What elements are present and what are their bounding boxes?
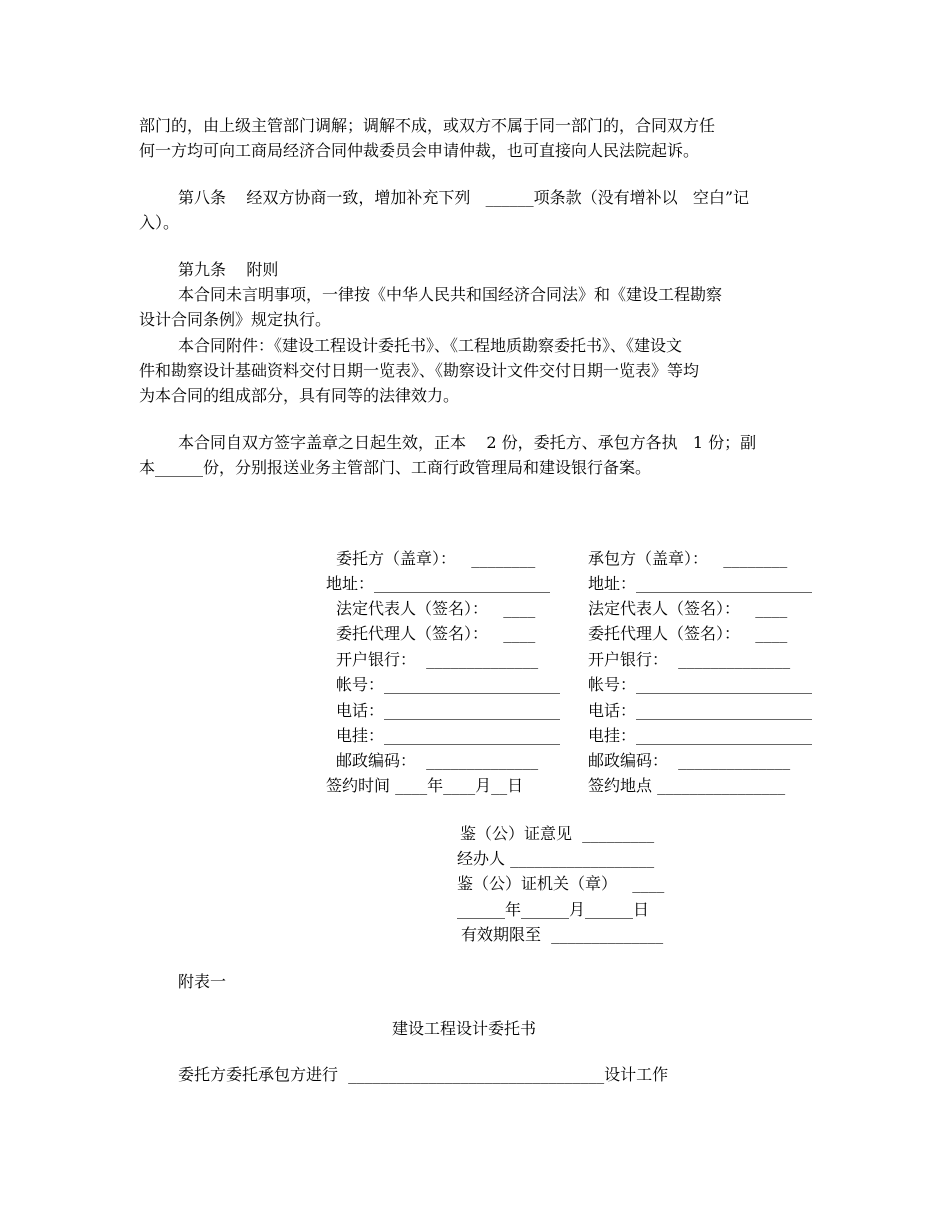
contractor-agent-field: 委托代理人（签名）： ____	[588, 624, 788, 643]
client-legal-rep-field: 法定代表人（签名）： ____	[336, 599, 536, 618]
contractor-seal-field: 承包方（盖章）： ________	[588, 549, 788, 568]
text-line: 设计合同条例》规定执行。	[139, 310, 332, 329]
validity-period-field: 有效期限至 ______________	[461, 925, 664, 944]
text-line: 本合同未言明事项，一律按《中华人民共和国经济合同法》和《建设工程勘察	[178, 285, 723, 304]
client-cable-field: 电挂：______________________	[336, 726, 561, 745]
signing-place-field: 签约地点 ________________	[588, 776, 786, 795]
appendix-label: 附表一	[178, 972, 227, 991]
text-line: 件和勘察设计基础资料交付日期一览表》、《勘察设计文件交付日期一览表》等均	[139, 361, 700, 380]
notary-opinion-field: 鉴（公）证意见 _________	[460, 824, 655, 843]
client-account-field: 帐号：______________________	[336, 675, 561, 694]
client-bank-field: 开户银行： ______________	[336, 650, 539, 669]
client-address-field: 地址：______________________	[326, 574, 551, 593]
client-postcode-field: 邮政编码： ______________	[336, 751, 539, 770]
appendix-commission-line: 委托方委托承包方进行 ________________________________设计工作	[178, 1065, 669, 1084]
notary-office-seal-field: 鉴（公）证机关（章） ____	[457, 874, 665, 893]
text-line: 部门的，由上级主管部门调解；调解不成，或双方不属于同一部门的，合同双方任	[139, 116, 716, 135]
contractor-phone-field: 电话：______________________	[588, 701, 813, 720]
text-line: 本合同附件：《建设工程设计委托书》、《工程地质勘察委托书》、《建设文	[178, 336, 683, 355]
text-line: 本合同自双方签字盖章之日起生效，正本 2 份，委托方、承包方各执 1 份；副	[178, 433, 757, 452]
signing-date-field: 签约时间 ____年____月__日	[326, 776, 524, 795]
text-line: 本______份，分别报送业务主管部门、工商行政管理局和建设银行备案。	[139, 458, 652, 477]
article-8-line: 第八条 经双方协商一致，增加补充下列 ______项条款（没有增补以 空白”记	[178, 188, 750, 207]
client-phone-field: 电话：______________________	[336, 701, 561, 720]
client-seal-field: 委托方（盖章）： ________	[336, 549, 536, 568]
contractor-account-field: 帐号：______________________	[588, 675, 813, 694]
contractor-postcode-field: 邮政编码： ______________	[588, 751, 791, 770]
contractor-bank-field: 开户银行： ______________	[588, 650, 791, 669]
appendix-title: 建设工程设计委托书	[392, 1019, 537, 1038]
notary-date-field: ______年______月______日	[457, 900, 650, 919]
contractor-cable-field: 电挂：______________________	[588, 726, 813, 745]
text-line: 何一方均可向工商局经济合同仲裁委员会申请仲裁，也可直接向人民法院起诉。	[139, 141, 700, 160]
contractor-address-field: 地址：______________________	[588, 574, 813, 593]
article-9-heading: 第九条 附则	[178, 260, 279, 279]
notary-handler-field: 经办人 __________________	[457, 849, 655, 868]
client-agent-field: 委托代理人（签名）： ____	[336, 624, 536, 643]
text-line: 入）。	[139, 213, 180, 232]
contractor-legal-rep-field: 法定代表人（签名）： ____	[588, 599, 788, 618]
text-line: 为本合同的组成部分，具有同等的法律效力。	[139, 386, 460, 405]
